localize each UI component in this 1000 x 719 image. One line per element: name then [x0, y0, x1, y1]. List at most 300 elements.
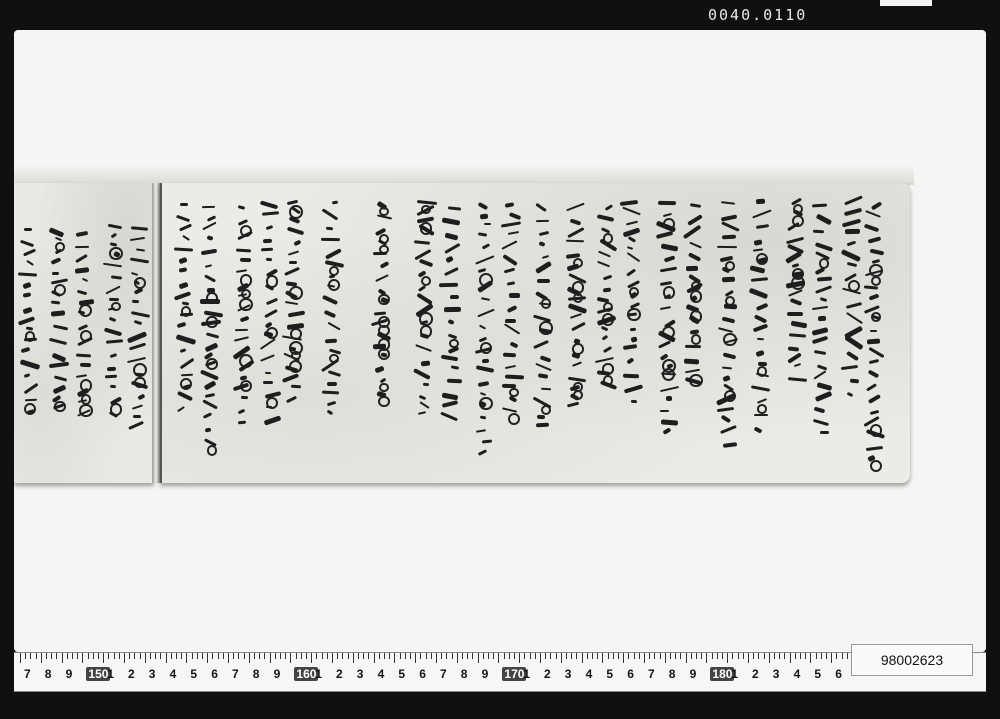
- handwriting-stroke: [285, 301, 298, 305]
- handwriting-stroke: [478, 202, 488, 210]
- handwriting-stroke: [137, 393, 145, 400]
- ruler-tick: [140, 653, 141, 659]
- ruler-tick: [582, 653, 583, 663]
- handwriting-stroke: [864, 285, 878, 289]
- ruler-number: 3: [564, 667, 572, 681]
- ruler-tick: [405, 653, 406, 659]
- handwriting-stroke: [446, 255, 454, 262]
- handwriting-stroke: [603, 287, 611, 292]
- handwriting-stroke: [750, 265, 766, 273]
- handwriting-stroke: [816, 383, 831, 391]
- ruler-tick: [743, 653, 744, 659]
- handwriting-stroke: [481, 440, 491, 444]
- handwriting-stroke: [818, 316, 826, 321]
- ruler-tick: [576, 653, 577, 659]
- ruler-number: 5: [398, 667, 406, 681]
- ruler-tick: [524, 653, 525, 659]
- handwriting-stroke: [448, 206, 461, 210]
- ruler-tick: [254, 653, 255, 659]
- ruler-tick: [748, 653, 749, 663]
- ruler-tick: [119, 653, 120, 659]
- ruler-number: 7: [648, 667, 655, 681]
- handwriting-stroke: [721, 215, 737, 222]
- handwriting-stroke: [571, 321, 586, 331]
- handwriting-stroke: [135, 372, 144, 376]
- ruler-tick: [342, 653, 343, 659]
- handwriting-stroke: [539, 241, 546, 247]
- handwriting-stroke: [17, 316, 34, 325]
- handwriting-stroke: [131, 226, 148, 230]
- handwriting-stroke: [756, 198, 765, 203]
- handwriting-stroke: [505, 374, 524, 379]
- handwriting-stroke: [566, 203, 584, 212]
- ruler-tick: [145, 653, 146, 663]
- handwriting-stroke: [815, 285, 832, 294]
- handwriting-stroke: [80, 363, 92, 368]
- handwriting-stroke: [179, 358, 194, 370]
- handwriting-stroke: [75, 268, 89, 274]
- ruler-tick: [535, 653, 536, 659]
- handwriting-stroke: [540, 355, 552, 362]
- handwriting-stroke: [620, 200, 638, 206]
- ruler-tick: [602, 653, 603, 663]
- handwriting-stroke: [536, 220, 550, 223]
- handwriting-stroke: [484, 223, 491, 225]
- corner-mark: [880, 0, 932, 6]
- ruler-tick: [306, 653, 307, 659]
- ruler-tick: [410, 653, 411, 659]
- ruler-tick: [821, 653, 822, 659]
- handwriting-stroke: [598, 250, 610, 257]
- handwriting-stroke: [18, 273, 37, 277]
- handwriting-stroke: [623, 227, 640, 237]
- ruler-number: 6: [627, 667, 634, 681]
- ruler-tick: [20, 653, 21, 663]
- handwriting-stroke: [815, 391, 832, 402]
- handwriting-stroke: [265, 225, 273, 231]
- handwriting-stroke: [264, 309, 278, 318]
- ruler-tick: [77, 653, 78, 659]
- handwriting-stroke: [866, 446, 883, 451]
- ruler-tick: [67, 653, 68, 659]
- handwriting-stroke: [813, 419, 829, 426]
- handwriting-stroke: [179, 223, 192, 231]
- ruler-tick: [192, 653, 193, 659]
- ruler-tick: [186, 653, 187, 663]
- ruler-tick: [623, 653, 624, 663]
- handwriting-stroke: [23, 293, 32, 299]
- scale-ruler: [14, 652, 986, 692]
- handwriting-stroke: [814, 371, 827, 381]
- handwriting-stroke: [604, 204, 613, 211]
- handwriting-stroke: [509, 293, 520, 298]
- handwriting-stroke: [418, 285, 426, 292]
- ruler-tick: [228, 653, 229, 663]
- ruler-tick: [264, 653, 265, 659]
- handwriting-stroke: [200, 369, 219, 380]
- ruler-number: 2: [336, 667, 343, 681]
- ruler-tick: [25, 653, 26, 659]
- ruler-tick: [202, 653, 203, 659]
- ruler-number: 8: [668, 667, 676, 681]
- handwriting-stroke: [723, 442, 738, 447]
- handwriting-stroke: [82, 278, 89, 283]
- handwriting-stroke: [812, 306, 828, 311]
- ruler-tick: [384, 653, 385, 659]
- handwriting-stroke: [444, 233, 457, 241]
- handwriting-stroke: [477, 449, 487, 456]
- ruler-tick: [181, 653, 182, 659]
- handwriting-stroke: [55, 237, 62, 242]
- handwriting-stroke: [202, 399, 218, 410]
- ruler-tick: [784, 653, 785, 659]
- handwriting-stroke: [262, 212, 279, 216]
- handwriting-stroke: [205, 427, 212, 432]
- handwriting-stroke: [260, 355, 275, 363]
- handwriting-stroke: [627, 357, 635, 364]
- handwriting-stroke: [864, 224, 880, 233]
- handwriting-stroke: [175, 215, 190, 223]
- handwriting-stroke: [850, 378, 859, 383]
- handwriting-stroke: [504, 268, 516, 274]
- ruler-tick: [457, 653, 458, 663]
- handwriting-stroke: [602, 274, 612, 280]
- handwriting-stroke: [568, 227, 586, 239]
- ruler-tick: [337, 653, 338, 659]
- handwriting-stroke: [816, 213, 832, 225]
- handwriting-stroke: [374, 311, 387, 315]
- handwriting-stroke: [180, 203, 188, 206]
- handwriting-stroke: [448, 319, 455, 325]
- handwriting-stroke: [263, 381, 273, 384]
- ruler-number: 8: [44, 667, 52, 681]
- handwriting-stroke: [202, 222, 216, 231]
- handwriting-stroke: [322, 209, 339, 221]
- handwriting-stroke: [76, 354, 91, 358]
- handwriting-stroke: [788, 290, 803, 298]
- handwriting-stroke: [52, 272, 59, 275]
- handwriting-stroke: [234, 336, 249, 342]
- ruler-tick: [592, 653, 593, 659]
- ruler-tick: [644, 653, 645, 663]
- ruler-tick: [774, 653, 775, 659]
- ruler-number: 3: [356, 667, 364, 681]
- ruler-tick: [301, 653, 302, 659]
- handwriting-stroke: [136, 249, 146, 252]
- handwriting-stroke: [291, 385, 302, 389]
- handwriting-stroke: [204, 274, 216, 283]
- manuscript-left-sheet: [14, 183, 154, 483]
- handwriting-stroke: [868, 395, 881, 405]
- handwriting-stroke: [182, 235, 190, 241]
- ruler-tick: [545, 653, 546, 659]
- handwriting-stroke: [413, 368, 430, 379]
- ruler-tick: [701, 653, 702, 659]
- handwriting-stroke: [790, 298, 803, 306]
- handwriting-stroke: [600, 326, 608, 332]
- ruler-tick: [478, 653, 479, 663]
- ruler-tick: [171, 653, 172, 659]
- handwriting-stroke: [107, 224, 121, 229]
- handwriting-stroke: [24, 228, 32, 231]
- handwriting-stroke: [444, 267, 459, 277]
- handwriting-stroke: [504, 323, 521, 335]
- handwriting-stroke: [177, 322, 187, 329]
- handwriting-stroke: [130, 236, 145, 240]
- handwriting-stroke: [505, 202, 515, 208]
- handwriting-stroke: [235, 329, 248, 331]
- handwriting-stroke: [20, 359, 40, 369]
- handwriting-stroke: [239, 315, 249, 322]
- handwriting-stroke: [753, 315, 767, 324]
- handwriting-stroke: [865, 210, 881, 218]
- handwriting-stroke: [754, 239, 763, 245]
- handwriting-loop: [508, 413, 520, 425]
- handwriting-stroke: [264, 416, 281, 426]
- ruler-number: 5: [190, 667, 198, 681]
- handwriting-stroke: [683, 225, 701, 239]
- catalog-label: 98002623: [851, 644, 973, 676]
- handwriting-stroke: [539, 231, 549, 237]
- ruler-tick: [514, 653, 515, 659]
- handwriting-stroke: [869, 346, 885, 357]
- ruler-tick: [103, 653, 104, 663]
- handwriting-stroke: [482, 359, 489, 364]
- handwriting-loop: [691, 334, 701, 344]
- handwriting-stroke: [533, 340, 549, 349]
- ruler-number: 6: [419, 667, 426, 681]
- handwriting-stroke: [177, 391, 193, 402]
- handwriting-stroke: [845, 335, 864, 350]
- handwriting-stroke: [690, 204, 701, 209]
- handwriting-stroke: [847, 392, 854, 397]
- ruler-tick: [275, 653, 276, 659]
- handwriting-stroke: [442, 392, 459, 400]
- ruler-number: 9: [65, 667, 73, 681]
- ruler-tick: [847, 653, 848, 659]
- handwriting-stroke: [447, 379, 462, 384]
- ruler-tick: [660, 653, 661, 659]
- handwriting-stroke: [814, 406, 826, 413]
- handwriting-stroke: [812, 203, 827, 207]
- ruler-tick: [826, 653, 827, 659]
- handwriting-stroke: [846, 302, 862, 309]
- handwriting-stroke: [509, 212, 521, 220]
- handwriting-stroke: [238, 205, 246, 209]
- ruler-tick: [452, 653, 453, 659]
- ruler-tick: [842, 653, 843, 659]
- ruler-tick: [322, 653, 323, 659]
- handwriting-stroke: [206, 235, 213, 241]
- ruler-number: 1: [731, 667, 738, 681]
- ruler-number: 1: [315, 667, 322, 681]
- ruler-tick: [218, 653, 219, 659]
- handwriting-stroke: [287, 310, 304, 317]
- handwriting-stroke: [19, 240, 34, 248]
- handwriting-stroke: [686, 266, 698, 271]
- handwriting-stroke: [721, 221, 739, 231]
- handwriting-stroke: [785, 251, 802, 264]
- ruler-tick: [691, 653, 692, 659]
- handwriting-stroke: [24, 373, 31, 378]
- handwriting-stroke: [815, 242, 834, 251]
- handwriting-stroke: [240, 258, 252, 263]
- handwriting-stroke: [787, 222, 800, 232]
- ruler-number: 9: [273, 667, 281, 681]
- ruler-tick: [597, 653, 598, 659]
- handwriting-stroke: [134, 320, 142, 325]
- handwriting-stroke: [568, 303, 587, 314]
- handwriting-stroke: [131, 272, 139, 276]
- ruler-tick: [51, 653, 52, 659]
- ruler-tick: [680, 653, 681, 659]
- ruler-tick: [394, 653, 395, 663]
- handwriting-stroke: [418, 394, 425, 399]
- handwriting-stroke: [324, 310, 336, 318]
- handwriting-stroke: [324, 338, 336, 343]
- ruler-tick: [665, 653, 666, 663]
- ruler-tick: [483, 653, 484, 659]
- ruler-tick: [613, 653, 614, 659]
- ruler-number: 2: [128, 667, 135, 681]
- ruler-tick: [790, 653, 791, 663]
- handwriting-stroke: [685, 369, 700, 374]
- handwriting-stroke: [261, 247, 273, 251]
- handwriting-stroke: [477, 309, 494, 318]
- handwriting-stroke: [322, 390, 339, 394]
- ruler-tick: [504, 653, 505, 659]
- handwriting-stroke: [260, 338, 276, 350]
- ruler-tick: [82, 653, 83, 663]
- handwriting-loop: [207, 445, 218, 456]
- handwriting-stroke: [329, 274, 336, 278]
- handwriting-stroke: [666, 396, 673, 401]
- handwriting-stroke: [75, 246, 89, 249]
- handwriting-stroke: [720, 415, 731, 423]
- handwriting-stroke: [52, 385, 65, 395]
- ruler-tick: [62, 653, 63, 663]
- handwriting-stroke: [287, 226, 305, 235]
- handwriting-stroke: [811, 327, 828, 335]
- ruler-tick: [415, 653, 416, 663]
- handwriting-stroke: [419, 258, 434, 267]
- ruler-tick: [587, 653, 588, 659]
- ruler-tick: [509, 653, 510, 659]
- handwriting-stroke: [173, 291, 190, 300]
- handwriting-stroke: [567, 263, 580, 271]
- left-script: [14, 183, 154, 483]
- handwriting-stroke: [722, 277, 735, 282]
- handwriting-stroke: [48, 227, 64, 237]
- handwriting-stroke: [866, 383, 876, 391]
- handwriting-stroke: [49, 362, 69, 368]
- ruler-tick: [618, 653, 619, 659]
- handwriting-stroke: [75, 254, 88, 263]
- ruler-number: 9: [689, 667, 697, 681]
- handwriting-stroke: [506, 281, 514, 286]
- handwriting-stroke: [439, 283, 458, 287]
- handwriting-stroke: [631, 400, 637, 403]
- ruler-tick: [472, 653, 473, 659]
- ruler-tick: [379, 653, 380, 659]
- handwriting-stroke: [327, 322, 340, 331]
- handwriting-stroke: [572, 361, 582, 367]
- ruler-tick: [389, 653, 390, 659]
- handwriting-stroke: [509, 341, 518, 348]
- handwriting-stroke: [111, 276, 122, 280]
- ruler-tick: [467, 653, 468, 659]
- ruler-number: 2: [544, 667, 551, 681]
- handwriting-stroke: [238, 420, 246, 424]
- handwriting-stroke: [624, 385, 643, 394]
- handwriting-stroke: [630, 328, 636, 331]
- handwriting-stroke: [23, 307, 33, 314]
- handwriting-stroke: [721, 201, 736, 205]
- handwriting-stroke: [841, 250, 861, 262]
- ruler-number: 3: [772, 667, 780, 681]
- sheet-fold-edge: [152, 183, 160, 483]
- handwriting-stroke: [179, 268, 188, 274]
- ruler-tick: [223, 653, 224, 659]
- handwriting-stroke: [659, 267, 676, 273]
- handwriting-stroke: [480, 416, 487, 420]
- handwriting-stroke: [846, 312, 863, 324]
- handwriting-stroke: [867, 339, 880, 345]
- handwriting-stroke: [756, 303, 768, 311]
- handwriting-stroke: [842, 218, 862, 227]
- handwriting-stroke: [131, 300, 139, 304]
- handwriting-stroke: [110, 242, 118, 246]
- handwriting-stroke: [134, 287, 144, 294]
- handwriting-stroke: [787, 312, 803, 317]
- ruler-tick: [795, 653, 796, 659]
- handwriting-stroke: [110, 385, 117, 389]
- ruler-tick: [649, 653, 650, 659]
- handwriting-stroke: [753, 323, 768, 332]
- handwriting-stroke: [689, 241, 702, 248]
- ruler-tick: [712, 653, 713, 659]
- ruler-tick: [764, 653, 765, 659]
- ruler-tick: [296, 653, 297, 659]
- ruler-tick: [654, 653, 655, 659]
- handwriting-stroke: [846, 351, 859, 362]
- handwriting-stroke: [817, 276, 833, 281]
- ruler-tick: [488, 653, 489, 659]
- ruler-tick: [72, 653, 73, 659]
- handwriting-stroke: [25, 399, 37, 402]
- ruler-tick: [732, 653, 733, 659]
- handwriting-stroke: [628, 236, 636, 243]
- handwriting-stroke: [26, 260, 34, 266]
- ruler-number: 7: [232, 667, 239, 681]
- handwriting-stroke: [131, 404, 142, 410]
- ruler-tick: [249, 653, 250, 663]
- handwriting-stroke: [537, 414, 545, 418]
- handwriting-stroke: [751, 277, 769, 282]
- handwriting-stroke: [870, 330, 877, 332]
- ruler-tick: [114, 653, 115, 659]
- ruler-tick: [160, 653, 161, 659]
- handwriting-stroke: [103, 263, 122, 268]
- handwriting-stroke: [110, 233, 117, 239]
- handwriting-stroke: [537, 279, 550, 283]
- ruler-number: 5: [814, 667, 822, 681]
- ruler-tick: [696, 653, 697, 659]
- ruler-tick: [608, 653, 609, 659]
- handwriting-stroke: [722, 367, 732, 370]
- handwriting-stroke: [687, 214, 703, 226]
- handwriting-stroke: [841, 364, 858, 370]
